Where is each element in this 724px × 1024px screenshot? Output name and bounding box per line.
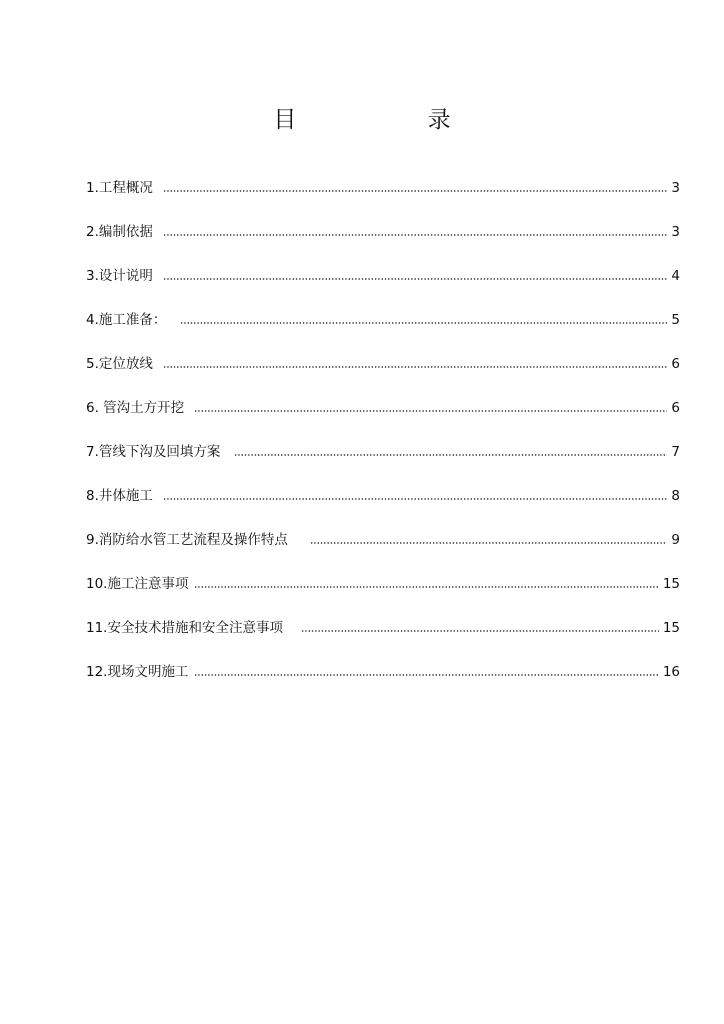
toc-dot-leader <box>163 498 668 500</box>
toc-entry-page: 3 <box>671 180 680 196</box>
toc-list <box>86 176 680 704</box>
toc-entry-label: 11.安全技术措施和安全注意事项 <box>86 620 283 636</box>
toc-entry-page: 5 <box>671 312 680 328</box>
toc-entry[interactable] <box>86 264 680 286</box>
toc-entry-label: 7.管线下沟及回填方案 <box>86 444 221 460</box>
toc-dot-leader <box>180 322 667 324</box>
toc-entry-label: 2.编制依据 <box>86 224 153 240</box>
toc-entry-page: 15 <box>662 620 680 636</box>
toc-entry[interactable] <box>86 308 680 330</box>
toc-entry[interactable] <box>86 176 680 198</box>
toc-entry[interactable] <box>86 396 680 418</box>
toc-entry-page: 6 <box>671 356 680 372</box>
toc-entry-page: 16 <box>662 664 680 680</box>
toc-entry-label: 5.定位放线 <box>86 356 153 372</box>
toc-entry-label: 12.现场文明施工 <box>86 664 189 680</box>
toc-entry-label: 4.施工准备： <box>86 312 167 328</box>
toc-entry[interactable] <box>86 440 680 462</box>
toc-entry-page: 8 <box>671 488 680 504</box>
toc-entry-page: 6 <box>671 400 680 416</box>
toc-dot-leader <box>163 234 668 236</box>
toc-entry-page: 7 <box>671 444 680 460</box>
toc-dot-leader <box>163 278 668 280</box>
toc-entry-page: 3 <box>671 224 680 240</box>
toc-entry-label: 10.施工注意事项 <box>86 576 189 592</box>
toc-dot-leader <box>163 190 668 192</box>
toc-entry-page: 4 <box>671 268 680 284</box>
toc-dot-leader <box>194 586 658 588</box>
toc-dot-leader <box>234 454 667 456</box>
toc-entry[interactable] <box>86 352 680 374</box>
toc-entry-label: 6. 管沟土方开挖 <box>86 400 185 416</box>
toc-entry-label: 1.工程概况 <box>86 180 153 196</box>
toc-entry[interactable] <box>86 660 680 682</box>
toc-dot-leader <box>163 366 668 368</box>
toc-entry-page: 9 <box>671 532 680 548</box>
toc-entry[interactable] <box>86 616 680 638</box>
toc-dot-leader <box>310 542 668 544</box>
toc-dot-leader <box>194 410 667 412</box>
toc-dot-leader <box>301 630 659 632</box>
toc-entry[interactable] <box>86 572 680 594</box>
toc-title: 目 录 <box>273 107 513 133</box>
toc-entry-label: 3.设计说明 <box>86 268 153 284</box>
toc-entry[interactable] <box>86 528 680 550</box>
toc-entry[interactable] <box>86 220 680 242</box>
toc-dot-leader <box>194 674 658 676</box>
toc-entry-page: 15 <box>662 576 680 592</box>
toc-entry-label: 9.消防给水管工艺流程及操作特点 <box>86 532 288 548</box>
toc-entry[interactable] <box>86 484 680 506</box>
toc-entry-label: 8.井体施工 <box>86 488 153 504</box>
